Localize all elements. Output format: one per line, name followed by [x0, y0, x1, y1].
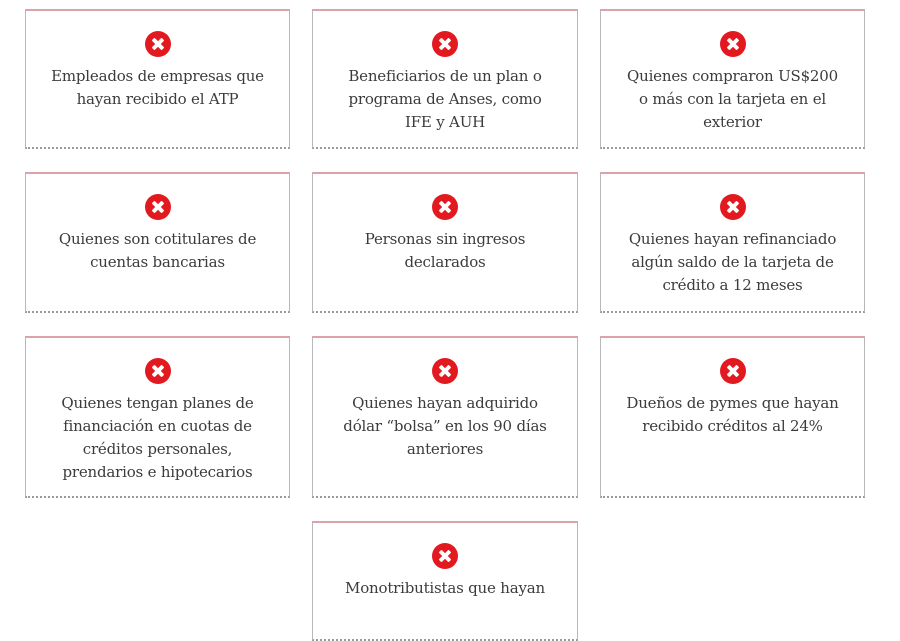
card-text: Personas sin ingresos declarados — [364, 230, 526, 271]
card-refinanced-card — [600, 172, 865, 313]
x-circle-icon — [720, 31, 746, 57]
card-text: Quienes tengan planes de financiación en cuotas de créditos personales, prendarios e hipotecarios — [61, 394, 254, 481]
card-text: Monotributistas que hayan — [345, 579, 545, 597]
x-circle-icon — [720, 194, 746, 220]
card-atp-employees — [25, 9, 290, 149]
x-circle-icon — [432, 358, 458, 384]
card-text: Quienes hayan refinanciado algún saldo de la tarjeta de crédito a 12 meses — [628, 230, 837, 294]
card-text: Quienes son cotitulares de cuentas bancarias — [58, 230, 257, 271]
card-text: Quienes compraron US$200 o más con la tarjeta en el exterior — [627, 67, 838, 131]
card-monotributistas — [312, 521, 578, 641]
card-text: Empleados de empresas que hayan recibido el ATP — [51, 67, 264, 108]
card-text: Beneficiarios de un plan o programa de Anses, como IFE y AUH — [348, 67, 542, 131]
card-financing-plans — [25, 336, 290, 498]
card-text: Dueños de pymes que hayan recibido créditos al 24% — [626, 394, 839, 435]
x-circle-icon — [432, 31, 458, 57]
x-circle-icon — [432, 543, 458, 569]
x-circle-icon — [145, 194, 171, 220]
card-cotitulares — [25, 172, 290, 313]
card-no-income — [312, 172, 578, 313]
card-pymes-credits — [600, 336, 865, 498]
card-us200-purchases — [600, 9, 865, 149]
card-text: Quienes hayan adquirido dólar “bolsa” en los 90 días anteriores — [343, 394, 547, 458]
x-circle-icon — [432, 194, 458, 220]
card-anses-beneficiaries — [312, 9, 578, 149]
x-circle-icon — [145, 31, 171, 57]
x-circle-icon — [145, 358, 171, 384]
card-dolar-bolsa — [312, 336, 578, 498]
x-circle-icon — [720, 358, 746, 384]
